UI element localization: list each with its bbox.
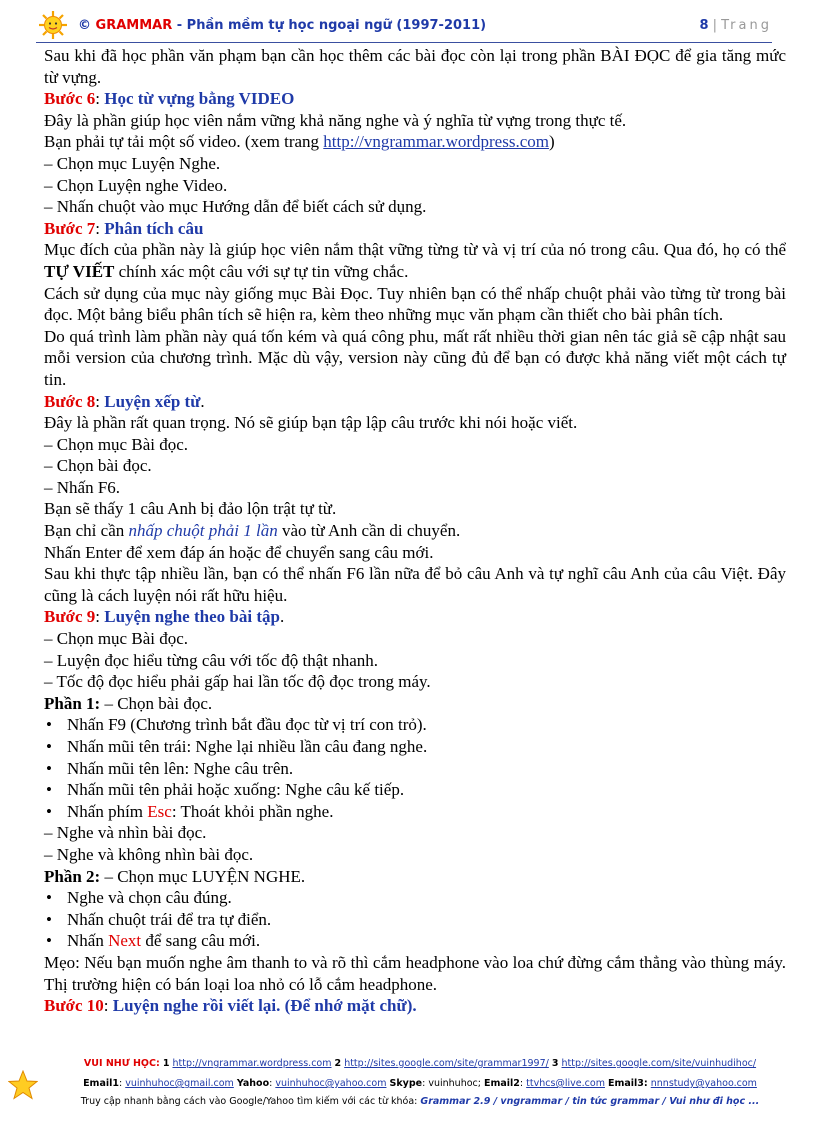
list-item: – Chọn mục Bài đọc. bbox=[44, 629, 189, 649]
step9-label: Bước 9 bbox=[44, 607, 96, 627]
step6-line2 bbox=[44, 131, 786, 153]
copyright-symbol: © bbox=[78, 18, 91, 33]
page-number: 8 bbox=[699, 18, 709, 33]
part2-bullet-list bbox=[44, 887, 786, 952]
step7-paragraph3: Do quá trình làm phần này quá tốn kém và quá công phu, mất rất nhiều thời gian nên tác giả sẽ cập nhật sau mỗi version của chương trình. Mặc dù vậy, version này cũng đủ để bạn có được khả năng viết một cách tự tin. bbox=[44, 326, 786, 389]
bullet-item: • Nhấn mũi tên phải hoặc xuống: Nghe câu kế tiếp. bbox=[44, 779, 786, 801]
step7-p1-prefix: Mục đích của phần này là giúp học viên nắm thật vững từng từ và vị trí của nó trong câu. Qua đó, họ có thể bbox=[44, 240, 786, 260]
footer-access-line bbox=[50, 1096, 790, 1107]
step8-line3-prefix: Bạn chỉ cần bbox=[44, 521, 129, 541]
page-number-label bbox=[699, 18, 772, 33]
part1-label: Phần 1: bbox=[44, 693, 101, 713]
email3-link[interactable]: nnnstudy@yahoo.com bbox=[650, 1078, 757, 1089]
bullet-item: • Nhấn mũi tên trái: Nghe lại nhiều lần câu đang nghe. bbox=[44, 736, 786, 758]
footer-link-1[interactable]: http://vngrammar.wordpress.com bbox=[172, 1058, 332, 1069]
email2-link[interactable]: ttvhcs@live.com bbox=[526, 1078, 605, 1089]
vngrammar-link[interactable]: http://vngrammar.wordpress.com bbox=[323, 132, 549, 152]
esc-prefix: Nhấn phím bbox=[67, 801, 148, 821]
step7-p1-suffix: chính xác một câu với sự tự tin vững chắc. bbox=[114, 261, 409, 281]
step8-line5: Sau khi thực tập nhiều lần, bạn có thể nhấn F6 lần nữa để bỏ câu Anh và tự nghĩ câu Anh của câu Việt. Đây cũng là cách luyện nói rất hữu hiệu. bbox=[44, 564, 786, 605]
brand-name: GRAMMAR bbox=[95, 18, 173, 33]
step7-label: Bước 7 bbox=[44, 218, 96, 238]
list-item: – Tốc độ đọc hiểu phải gấp hai lần tốc độ đọc trong máy. bbox=[44, 672, 431, 692]
part1-bullet-list bbox=[44, 714, 786, 822]
step10-title: Luyện nghe rồi viết lại. (Để nhớ mặt chữ). bbox=[112, 996, 417, 1016]
tip-paragraph: Mẹo: Nếu bạn muốn nghe âm thanh to và rõ thì cắm headphone vào loa chứ đừng cắm thẳng vào thùng máy. Thị trường hiện có bán loại loa nhỏ có lỗ cắm headphone. bbox=[44, 952, 786, 994]
next-prefix: Nhấn bbox=[67, 931, 109, 951]
list-item: – Chọn bài đọc. bbox=[44, 456, 152, 476]
link-number: 1 bbox=[162, 1058, 170, 1069]
step7-p1-bold: TỰ VIẾT bbox=[44, 261, 115, 281]
page-footer bbox=[0, 1056, 816, 1116]
step8-line2: Bạn sẽ thấy 1 câu Anh bị đảo lộn trật tự từ. bbox=[44, 499, 337, 519]
bullet-item: • Nghe và chọn câu đúng. bbox=[44, 887, 786, 909]
step8-line3-italic: nhấp chuột phải 1 lần bbox=[128, 521, 278, 541]
link-number: 2 bbox=[334, 1058, 342, 1069]
intro-paragraph: Sau khi đã học phần văn phạm bạn cần học thêm các bài đọc còn lại trong phần BÀI ĐỌC để gia tăng mức từ vựng. bbox=[44, 46, 786, 87]
bullet-item: • Nhấn chuột trái để tra tự điển. bbox=[44, 909, 786, 931]
page-header bbox=[36, 8, 772, 43]
skype-label: Skype bbox=[389, 1078, 423, 1089]
list-item: – Nghe và nhìn bài đọc. bbox=[44, 823, 207, 843]
step9-heading: Bước 9: Luyện nghe theo bài tập. bbox=[44, 607, 285, 627]
search-keywords: Grammar 2.9 / vngrammar / tin tức grammar / Vui như đi học ... bbox=[420, 1096, 760, 1107]
step6-heading: Bước 6: Học từ vựng bằng VIDEO bbox=[44, 89, 295, 109]
step7-heading: Bước 7: Phân tích câu bbox=[44, 218, 204, 238]
footer-links-line bbox=[50, 1058, 790, 1069]
star-icon bbox=[8, 1070, 38, 1100]
step8-label: Bước 8 bbox=[44, 391, 96, 411]
sun-logo-icon bbox=[36, 10, 70, 40]
step10-label: Bước 10 bbox=[44, 996, 104, 1016]
step8-line4: Nhấn Enter để xem đáp án hoặc để chuyển sang câu mới. bbox=[44, 542, 434, 562]
list-item: – Chọn mục Bài đọc. bbox=[44, 434, 189, 454]
footer-contact-line: Email1: vuinhuhoc@gmail.com Yahoo: vuinhuhoc@yahoo.com Skype: vuinhuhoc; Email2: ttvhcs@live.com Email3: nnnstudy@yahoo.com bbox=[83, 1078, 757, 1089]
step9-title: Luyện nghe theo bài tập bbox=[104, 607, 280, 627]
part1-heading bbox=[44, 693, 786, 715]
email2-label: Email2 bbox=[483, 1078, 520, 1089]
list-item: – Nghe và không nhìn bài đọc. bbox=[44, 844, 254, 864]
list-item: – Chọn Luyện nghe Video. bbox=[44, 175, 228, 195]
bullet-item-esc bbox=[44, 801, 786, 823]
list-item: – Luyện đọc hiểu từng câu với tốc độ thật nhanh. bbox=[44, 650, 379, 670]
page-word: Trang bbox=[721, 18, 772, 33]
part2-text: – Chọn mục LUYỆN NGHE. bbox=[100, 866, 306, 886]
step8-line1: Đây là phần rất quan trọng. Nó sẽ giúp bạn tập lập câu trước khi nói hoặc viết. bbox=[44, 413, 578, 433]
yahoo-link[interactable]: vuinhuhoc@yahoo.com bbox=[275, 1078, 387, 1089]
bullet-item: • Nhấn mũi tên lên: Nghe câu trên. bbox=[44, 758, 786, 780]
footer-link-3[interactable]: http://sites.google.com/site/vuinhudihoc/ bbox=[561, 1058, 757, 1069]
part2-label: Phần 2: bbox=[44, 866, 101, 886]
step6-title: Học từ vựng bằng VIDEO bbox=[104, 89, 295, 109]
step7-paragraph2: Cách sử dụng của mục này giống mục Bài Đọc. Tuy nhiên bạn có thể nhấp chuột phải vào từng từ trong bài đọc. Một bảng biểu phân tích sẽ hiện ra, kèm theo những mục văn phạm cần thiết cho bài phân tích. bbox=[44, 283, 786, 325]
header-subtitle: - Phần mềm tự học ngoại ngữ (1997-2011) bbox=[172, 18, 487, 33]
step8-title: Luyện xếp từ bbox=[104, 391, 201, 411]
access-text: Truy cập nhanh bằng cách vào Google/Yahoo tìm kiếm với các từ khóa: bbox=[80, 1096, 418, 1107]
step8-line3-suffix: vào từ Anh cần di chuyển. bbox=[277, 521, 461, 541]
email3-label: Email3: bbox=[608, 1078, 648, 1089]
skype-id: vuinhuhoc; bbox=[428, 1078, 481, 1089]
footer-link-2[interactable]: http://sites.google.com/site/grammar1997/ bbox=[344, 1058, 549, 1069]
bullet-item: • Nhấn F9 (Chương trình bắt đầu đọc từ vị trí con trỏ). bbox=[44, 714, 786, 736]
step6-label: Bước 6 bbox=[44, 89, 96, 109]
list-item: – Nhấn F6. bbox=[44, 477, 121, 497]
step6-line1: Đây là phần giúp học viên nắm vững khả năng nghe và ý nghĩa từ vựng trong thực tế. bbox=[44, 110, 627, 130]
part1-text: – Chọn bài đọc. bbox=[100, 693, 213, 713]
vui-label: VUI NHƯ HỌC: bbox=[83, 1058, 160, 1069]
step7-paragraph1 bbox=[44, 239, 786, 282]
bullet-item-next bbox=[44, 930, 786, 952]
list-item: – Chọn mục Luyện Nghe. bbox=[44, 153, 221, 173]
step6-line2-prefix: Bạn phải tự tải một số video. (xem trang bbox=[44, 132, 324, 152]
step7-title: Phân tích câu bbox=[104, 218, 204, 238]
yahoo-label: Yahoo bbox=[236, 1078, 270, 1089]
next-key: Next bbox=[108, 931, 142, 951]
esc-key: Esc bbox=[147, 801, 172, 821]
step10-heading: Bước 10: Luyện nghe rồi viết lại. (Để nhớ mặt chữ). bbox=[44, 996, 417, 1016]
next-suffix: để sang câu mới. bbox=[141, 931, 261, 951]
part2-heading bbox=[44, 866, 786, 888]
esc-suffix: : Thoát khỏi phần nghe. bbox=[171, 801, 334, 821]
header-title bbox=[78, 18, 486, 33]
link-number: 3 bbox=[551, 1058, 559, 1069]
page-separator: | bbox=[712, 18, 718, 33]
email1-link[interactable]: vuinhuhoc@gmail.com bbox=[125, 1078, 234, 1089]
step8-heading: Bước 8: Luyện xếp từ. bbox=[44, 391, 205, 411]
step6-line2-suffix: ) bbox=[548, 132, 555, 152]
email1-label: Email1 bbox=[83, 1078, 119, 1089]
list-item: – Nhấn chuột vào mục Hướng dẫn để biết cách sử dụng. bbox=[44, 197, 427, 217]
document-body bbox=[44, 45, 786, 1017]
step8-line3 bbox=[44, 520, 786, 542]
